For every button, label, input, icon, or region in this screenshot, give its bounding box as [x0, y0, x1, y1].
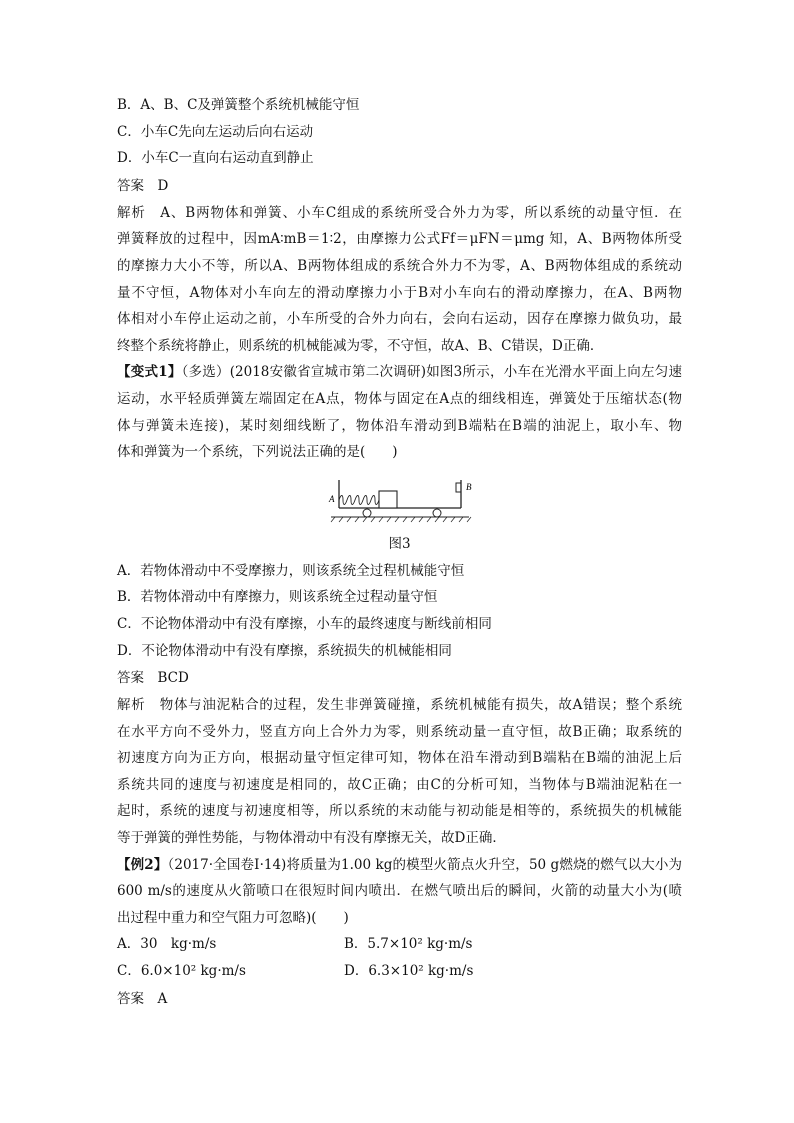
variant-1-line: 体与弹簧未连接)，某时刻细线断了，物体沿车滑动到B端粘在B端的油泥上，取小车、物 — [117, 417, 682, 434]
answer-label: 答案 BCD — [117, 670, 189, 687]
variant-1-tag: 【变式1】 — [117, 364, 182, 381]
example-2-tag: 【例2】 — [117, 856, 168, 873]
answer-label: 答案 A — [117, 990, 168, 1007]
analysis-1-line: 体相对小车停止运动之前，小车所受的合外力向右，会向右运动，因存在摩擦力做负功，最 — [117, 311, 682, 328]
analysis-1-line: 量不守恒，A物体对小车向左的滑动摩擦力小于B对小车向右的滑动摩擦力，在A、B两物 — [117, 284, 682, 301]
analysis-1 — [117, 200, 682, 360]
analysis-1-line: 解析 A、B两物体和弹簧、小车C组成的系统所受合外力为零，所以系统的动量守恒．在 — [117, 204, 682, 221]
analysis-2-line: 等于弹簧的弹性势能，与物体滑动中有没有摩擦无关，故D正确． — [117, 830, 506, 847]
example-2-line: 出过程中重力和空气阻力可忽略)( ) — [117, 909, 349, 926]
answer-label: 答案 D — [117, 177, 169, 194]
analysis-2-line: 解析 物体与油泥粘合的过程，发生非弹簧碰撞，系统机械能有损失，故A错误；整个系统 — [117, 697, 682, 714]
analysis-2 — [117, 692, 682, 852]
analysis-1-line: 终整个系统将静止，则系统的机械能减为零，不守恒，故A、B、C错误，D正确． — [117, 337, 604, 354]
variant-1-line: 运动，水平轻质弹簧左端固定在A点，物体与固定在A点的细线相连，弹簧处于压缩状态(物 — [117, 390, 682, 407]
variant-1 — [117, 359, 682, 465]
point-a-label: A — [328, 493, 334, 504]
analysis-2-line: 起时，系统的速度与初速度相等，所以系统的末动能与初动能是相等的，系统损失的机械能 — [117, 803, 682, 820]
analysis-1-line: 的摩擦力大小不等，所以A、B两物体组成的系统合外力不为零，A、B两物体组成的系统动 — [117, 257, 682, 274]
example-option-d: D．6.3×10² kg·m/s — [344, 963, 474, 980]
analysis-1-line: 弹簧释放的过程中，因mA∶mB＝1∶2，由摩擦力公式Ff＝μFN＝μmg 知，A、B两物体所受 — [117, 231, 682, 248]
analysis-2-line: 系统共同的速度与初速度是相同的，故C正确；由C的分析可知，当物体与B端油泥粘在一 — [117, 776, 682, 793]
example-option-a: A．30 kg·m/s — [117, 936, 217, 953]
variant-option-b: B．若物体滑动中有摩擦力，则该系统全过程动量守恒 — [117, 589, 438, 606]
example-2-options-row — [117, 931, 682, 958]
analysis-2-line: 初速度方向为正方向，根据动量守恒定律可知，物体在沿车滑动到B端粘在B端的油泥上后 — [117, 750, 682, 767]
option-d: D．小车C一直向右运动直到静止 — [117, 150, 314, 167]
variant-option-c: C．不论物体滑动中有没有摩擦，小车的最终速度与断线前相同 — [117, 615, 492, 632]
point-b-label: B — [465, 481, 471, 492]
cart-spring-diagram — [325, 472, 475, 524]
option-c: C．小车C先向左运动后向右运动 — [117, 123, 314, 140]
example-option-b: B．5.7×10² kg·m/s — [344, 936, 473, 953]
example-option-c: C．6.0×10² kg·m/s — [117, 963, 246, 980]
figure-3 — [117, 472, 682, 528]
example-2-line: （2017·全国卷Ⅰ·14)将质量为1.00 kg的模型火箭点火升空，50 g燃烧的燃气以大小为 — [167, 856, 682, 873]
document-page — [117, 92, 682, 1013]
variant-1-line: （多选）(2018安徽省宣城市第二次调研)如图3所示，小车在光滑水平面上向左匀速 — [181, 364, 682, 381]
analysis-2-line: 在水平方向不受外力，竖直方向上合外力为零，则系统动量一直守恒，故B正确；取系统的 — [117, 723, 682, 740]
variant-option-a: A．若物体滑动中不受摩擦力，则该系统全过程机械能守恒 — [117, 562, 465, 579]
example-2 — [117, 852, 682, 932]
example-2-line: 600 m/s的速度从火箭喷口在很短时间内喷出．在燃气喷出后的瞬间，火箭的动量大小为(喷 — [117, 883, 682, 900]
variant-option-d: D．不论物体滑动中有没有摩擦，系统损失的机械能相同 — [117, 642, 452, 659]
example-2-options-row — [117, 958, 682, 985]
option-b: B．A、B、C及弹簧整个系统机械能守恒 — [117, 97, 360, 113]
figure-caption: 图3 — [388, 535, 411, 552]
variant-1-line: 体和弹簧为一个系统，下列说法正确的是( ) — [117, 444, 398, 461]
